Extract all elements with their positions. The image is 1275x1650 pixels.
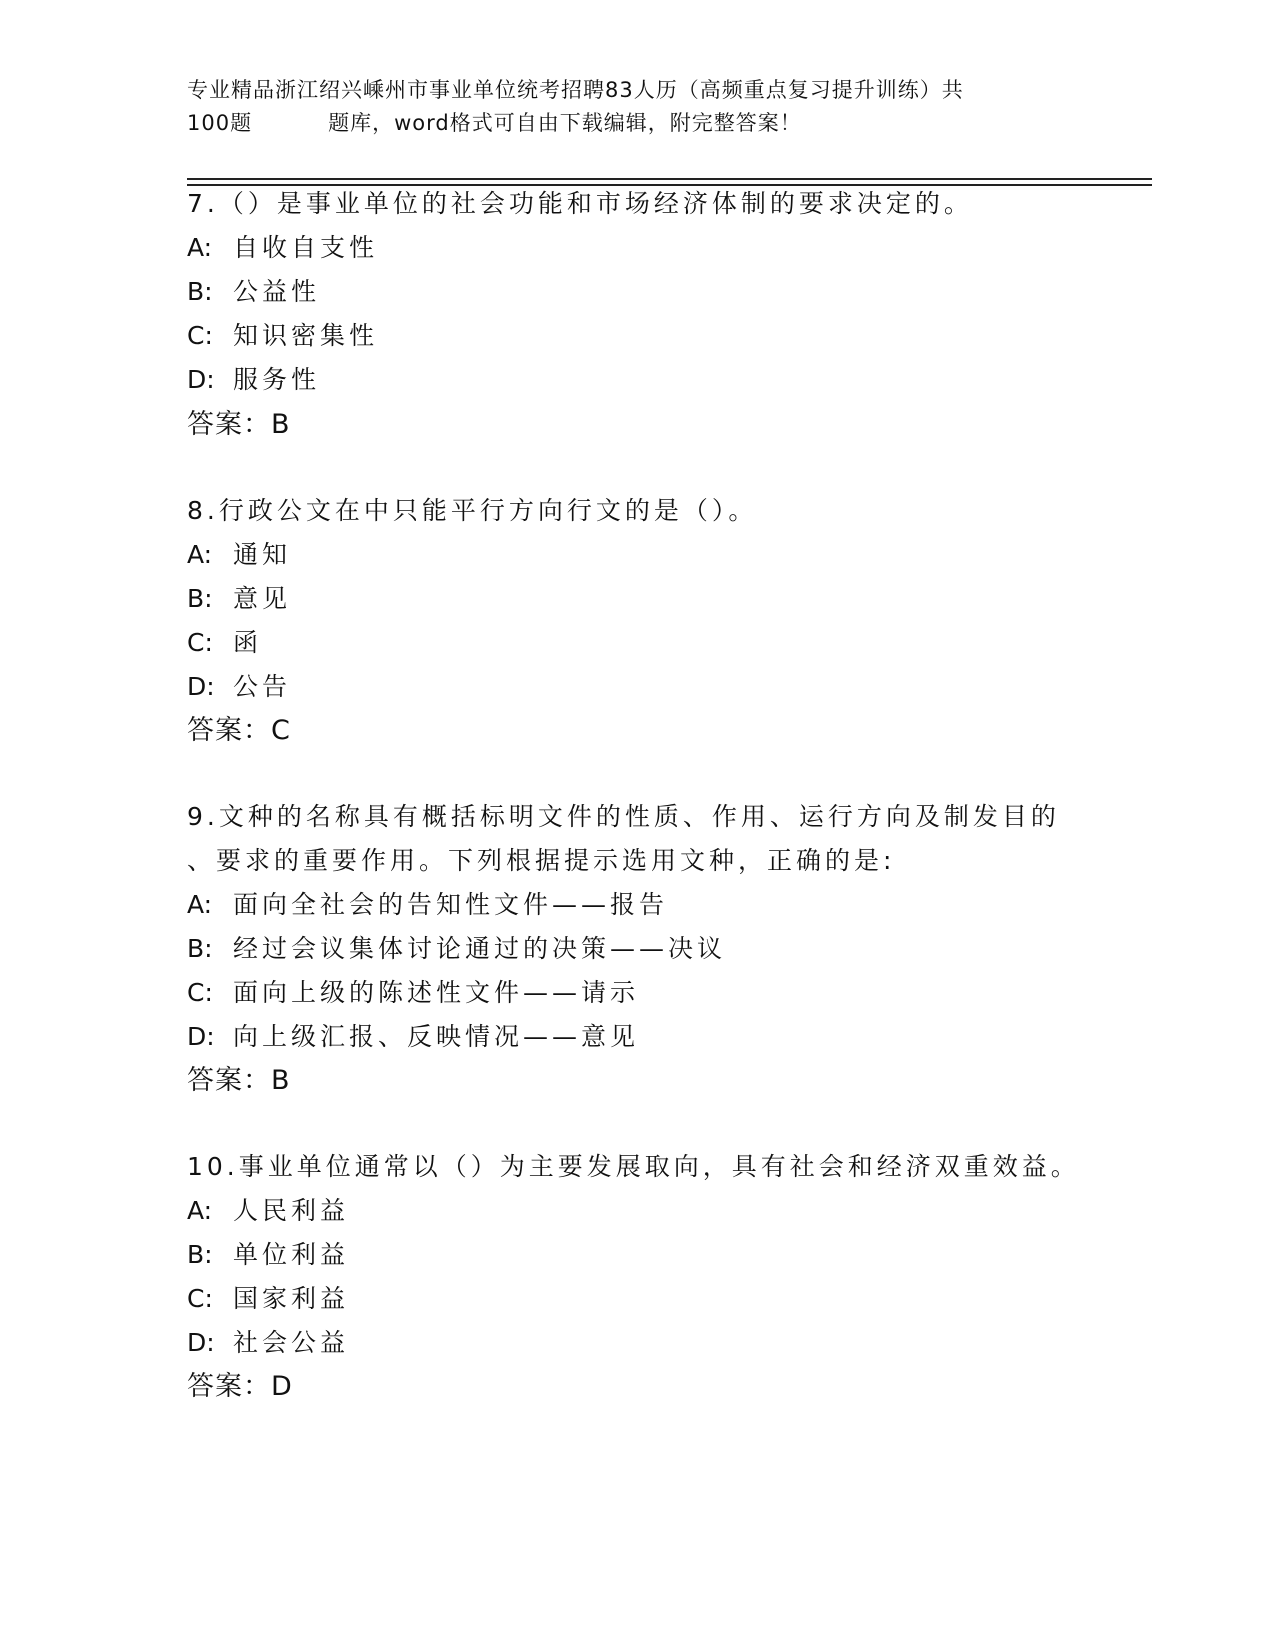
question-7-option-a: A: 自收自支性	[187, 233, 379, 262]
header-description: 题库，word格式可自由下载编辑，附完整答案！	[328, 111, 802, 135]
question-10-option-a: A: 人民利益	[187, 1196, 350, 1225]
header-divider-bottom	[187, 184, 1152, 186]
question-9-option-c: C: 面向上级的陈述性文件——请示	[187, 978, 640, 1007]
question-8-option-b: B: 意见	[187, 584, 292, 613]
question-7-stem: 7.（）是事业单位的社会功能和市场经济体制的要求决定的。	[187, 189, 973, 218]
question-7-answer: 答案：B	[187, 409, 291, 440]
question-10-option-b: B: 单位利益	[187, 1240, 350, 1269]
question-10-option-d: D: 社会公益	[187, 1328, 350, 1357]
question-8-option-c: C: 函	[187, 628, 263, 657]
header-question-count: 100题	[187, 111, 253, 135]
question-8-option-a: A: 通知	[187, 540, 292, 569]
question-8-answer: 答案：C	[187, 715, 291, 746]
question-7-option-c: C: 知识密集性	[187, 321, 379, 350]
question-9-stem-line1: 9.文种的名称具有概括标明文件的性质、作用、运行方向及制发目的	[187, 802, 1060, 831]
question-10-stem: 10.事业单位通常以（）为主要发展取向，具有社会和经济双重效益。	[187, 1152, 1080, 1181]
header-title-line1: 专业精品浙江绍兴嵊州市事业单位统考招聘83人历（高频重点复习提升训练）共	[187, 78, 964, 102]
document-header	[187, 74, 1087, 140]
question-9-answer: 答案：B	[187, 1065, 291, 1096]
question-8-stem: 8.行政公文在中只能平行方向行文的是（）。	[187, 496, 758, 525]
question-8-option-d: D: 公告	[187, 672, 292, 701]
question-10-option-c: C: 国家利益	[187, 1284, 350, 1313]
question-7-option-d: D: 服务性	[187, 365, 321, 394]
question-9-stem-line2: 、要求的重要作用。下列根据提示选用文种，正确的是:	[187, 846, 896, 875]
question-9-option-b: B: 经过会议集体讨论通过的决策——决议	[187, 934, 727, 963]
question-10-answer: 答案：D	[187, 1371, 293, 1402]
question-9-option-d: D: 向上级汇报、反映情况——意见	[187, 1022, 640, 1051]
question-9-option-a: A: 面向全社会的告知性文件——报告	[187, 890, 669, 919]
header-title-line2	[187, 107, 1087, 140]
header-divider-top	[187, 178, 1152, 180]
question-7-option-b: B: 公益性	[187, 277, 321, 306]
